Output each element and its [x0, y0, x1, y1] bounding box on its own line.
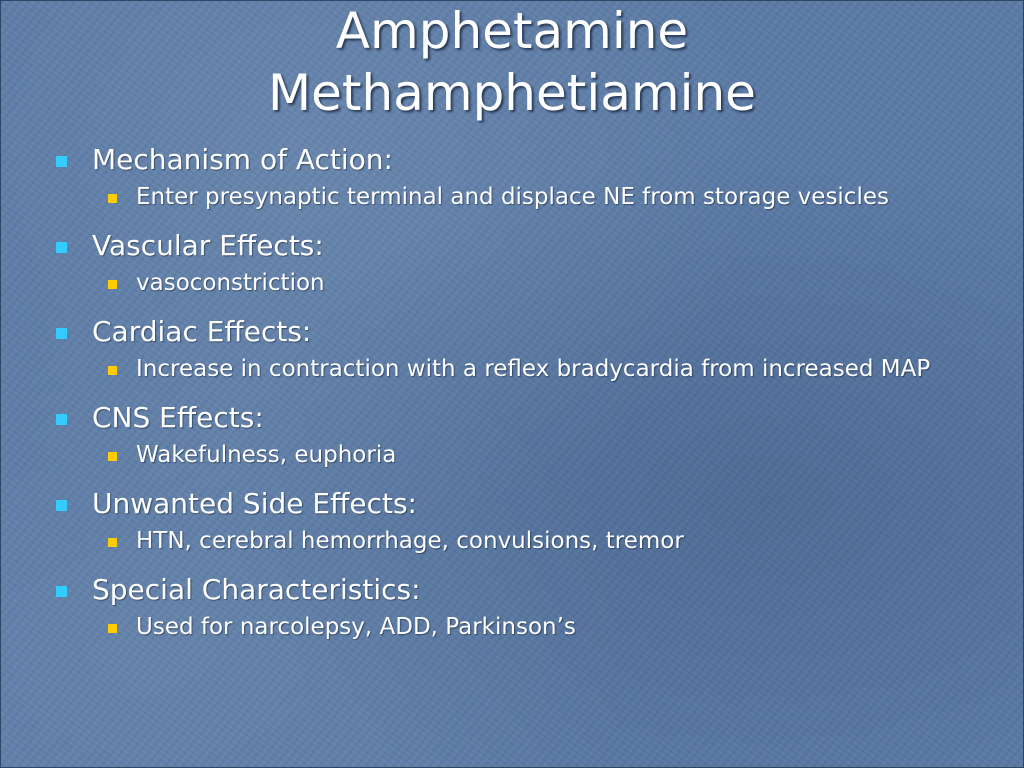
bullet-item-cardiac [52, 314, 992, 350]
sub-bullet-text: HTN, cerebral hemorrhage, convulsions, tremor [136, 528, 684, 554]
sub-bullet-vascular [52, 268, 992, 298]
bullet-item-side-effects [52, 486, 992, 522]
square-bullet-icon [56, 156, 67, 167]
square-sub-bullet-icon [108, 452, 117, 461]
sub-bullet-cns [52, 440, 992, 470]
bullet-heading: Special Characteristics: [92, 573, 421, 606]
sub-bullet-text: Wakefulness, euphoria [136, 442, 397, 468]
square-bullet-icon [56, 414, 67, 425]
title-line-2: Methamphetiamine [268, 64, 756, 122]
sub-bullet-text: Used for narcolepsy, ADD, Parkinson’s [136, 614, 576, 640]
square-sub-bullet-icon [108, 538, 117, 547]
sub-bullet-cardiac [52, 354, 992, 384]
bullet-item-special [52, 572, 992, 608]
bullet-heading: Unwanted Side Effects: [92, 487, 417, 520]
sub-bullet-text: Enter presynaptic terminal and displace NE from storage vesicles [136, 184, 889, 210]
title-line-1: Amphetamine [335, 2, 689, 60]
square-bullet-icon [56, 328, 67, 339]
bullet-heading: Mechanism of Action: [92, 143, 393, 176]
bullet-item-mechanism [52, 142, 992, 178]
sub-bullet-mechanism [52, 182, 992, 212]
square-bullet-icon [56, 500, 67, 511]
sub-bullet-special [52, 612, 992, 642]
bullet-item-cns [52, 400, 992, 436]
square-sub-bullet-icon [108, 366, 117, 375]
square-bullet-icon [56, 242, 67, 253]
square-sub-bullet-icon [108, 624, 117, 633]
bullet-item-vascular [52, 228, 992, 264]
bullet-heading: Vascular Effects: [92, 229, 324, 262]
slide-title [0, 0, 1024, 124]
bullet-list [52, 142, 992, 658]
sub-bullet-side-effects [52, 526, 992, 556]
sub-bullet-text: Increase in contraction with a reflex bradycardia from increased MAP [136, 356, 931, 382]
bullet-heading: CNS Effects: [92, 401, 264, 434]
bullet-heading: Cardiac Effects: [92, 315, 312, 348]
square-sub-bullet-icon [108, 280, 117, 289]
square-sub-bullet-icon [108, 194, 117, 203]
square-bullet-icon [56, 586, 67, 597]
sub-bullet-text: vasoconstriction [136, 270, 325, 296]
